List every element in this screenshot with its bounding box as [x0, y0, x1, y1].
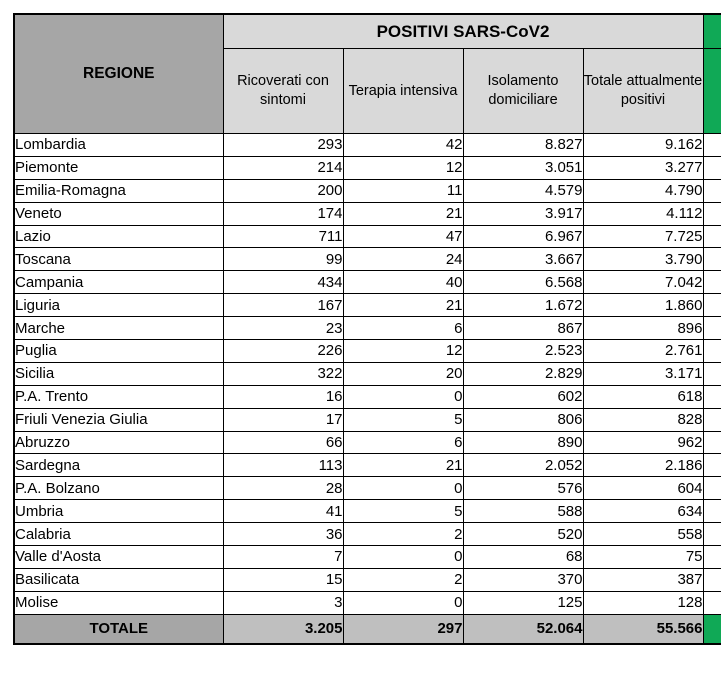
- table-row: [14, 408, 721, 431]
- value-cell: 12: [343, 156, 463, 179]
- value-cell: 322: [223, 362, 343, 385]
- table-header: [14, 14, 721, 134]
- value-cell: 15: [223, 568, 343, 591]
- region-name-cell: Friuli Venezia Giulia: [14, 408, 223, 431]
- right-edge-cell: [703, 477, 721, 500]
- value-cell: 1.672: [463, 294, 583, 317]
- value-cell: 6.568: [463, 271, 583, 294]
- table-row: [14, 385, 721, 408]
- right-edge-cell: [703, 317, 721, 340]
- region-name-cell: Lazio: [14, 225, 223, 248]
- value-cell: 896: [583, 317, 703, 340]
- right-edge-cell: [703, 454, 721, 477]
- col-header-isolamento-domiciliare: Isolamento domiciliare: [463, 49, 583, 134]
- table-body: [14, 134, 721, 615]
- value-cell: 214: [223, 156, 343, 179]
- value-cell: 28: [223, 477, 343, 500]
- value-cell: 634: [583, 500, 703, 523]
- value-cell: 3.051: [463, 156, 583, 179]
- value-cell: 867: [463, 317, 583, 340]
- region-name-cell: Molise: [14, 591, 223, 614]
- region-name-cell: Calabria: [14, 523, 223, 546]
- value-cell: 2.829: [463, 362, 583, 385]
- right-edge-cell: [703, 546, 721, 569]
- value-cell: 200: [223, 179, 343, 202]
- value-cell: 75: [583, 546, 703, 569]
- right-edge-cell: [703, 340, 721, 363]
- right-edge-cell: [703, 156, 721, 179]
- value-cell: 588: [463, 500, 583, 523]
- value-cell: 12: [343, 340, 463, 363]
- value-cell: 11: [343, 179, 463, 202]
- green-accent-total-cell: [703, 614, 721, 644]
- value-cell: 434: [223, 271, 343, 294]
- right-edge-cell: [703, 408, 721, 431]
- value-cell: 604: [583, 477, 703, 500]
- table-row: [14, 294, 721, 317]
- region-name-cell: Emilia-Romagna: [14, 179, 223, 202]
- total-terapia-cell: 297: [343, 614, 463, 644]
- value-cell: 9.162: [583, 134, 703, 157]
- table-row: [14, 317, 721, 340]
- value-cell: 3: [223, 591, 343, 614]
- total-label-cell: TOTALE: [14, 614, 223, 644]
- value-cell: 2.761: [583, 340, 703, 363]
- value-cell: 47: [343, 225, 463, 248]
- region-name-cell: Lombardia: [14, 134, 223, 157]
- positivi-sars-cov2-table: [13, 13, 721, 645]
- value-cell: 21: [343, 202, 463, 225]
- value-cell: 17: [223, 408, 343, 431]
- value-cell: 7.725: [583, 225, 703, 248]
- value-cell: 4.579: [463, 179, 583, 202]
- right-edge-cell: [703, 500, 721, 523]
- value-cell: 711: [223, 225, 343, 248]
- table-row: [14, 248, 721, 271]
- region-name-cell: Puglia: [14, 340, 223, 363]
- value-cell: 5: [343, 408, 463, 431]
- value-cell: 16: [223, 385, 343, 408]
- value-cell: 6: [343, 317, 463, 340]
- right-edge-cell: [703, 385, 721, 408]
- value-cell: 36: [223, 523, 343, 546]
- value-cell: 40: [343, 271, 463, 294]
- right-edge-cell: [703, 134, 721, 157]
- right-edge-cell: [703, 568, 721, 591]
- value-cell: 226: [223, 340, 343, 363]
- right-edge-cell: [703, 591, 721, 614]
- value-cell: 21: [343, 454, 463, 477]
- table-row: [14, 156, 721, 179]
- regione-column-header: REGIONE: [14, 14, 223, 134]
- value-cell: 113: [223, 454, 343, 477]
- right-edge-cell: [703, 362, 721, 385]
- value-cell: 0: [343, 591, 463, 614]
- value-cell: 174: [223, 202, 343, 225]
- value-cell: 2.523: [463, 340, 583, 363]
- region-name-cell: Liguria: [14, 294, 223, 317]
- total-ricoverati-cell: 3.205: [223, 614, 343, 644]
- region-name-cell: Piemonte: [14, 156, 223, 179]
- value-cell: 3.790: [583, 248, 703, 271]
- region-name-cell: P.A. Bolzano: [14, 477, 223, 500]
- col-header-ricoverati-con-sintomi: Ricoverati con sintomi: [223, 49, 343, 134]
- table-row: [14, 523, 721, 546]
- table-row: [14, 340, 721, 363]
- table-row: [14, 454, 721, 477]
- right-edge-cell: [703, 202, 721, 225]
- value-cell: 3.917: [463, 202, 583, 225]
- table-row: [14, 202, 721, 225]
- value-cell: 3.171: [583, 362, 703, 385]
- table-row: [14, 362, 721, 385]
- value-cell: 3.667: [463, 248, 583, 271]
- table-row: [14, 134, 721, 157]
- col-header-terapia-intensiva: Terapia intensiva: [343, 49, 463, 134]
- value-cell: 41: [223, 500, 343, 523]
- value-cell: 576: [463, 477, 583, 500]
- region-name-cell: Abruzzo: [14, 431, 223, 454]
- value-cell: 128: [583, 591, 703, 614]
- right-edge-cell: [703, 225, 721, 248]
- value-cell: 125: [463, 591, 583, 614]
- value-cell: 828: [583, 408, 703, 431]
- table-row: [14, 591, 721, 614]
- value-cell: 2.052: [463, 454, 583, 477]
- region-name-cell: Umbria: [14, 500, 223, 523]
- value-cell: 387: [583, 568, 703, 591]
- value-cell: 293: [223, 134, 343, 157]
- value-cell: 7: [223, 546, 343, 569]
- green-accent-header-cell: [703, 49, 721, 134]
- value-cell: 890: [463, 431, 583, 454]
- table-footer: [14, 614, 721, 644]
- value-cell: 3.277: [583, 156, 703, 179]
- region-name-cell: Sardegna: [14, 454, 223, 477]
- group-header-row: [14, 14, 721, 49]
- total-positivi-cell: 55.566: [583, 614, 703, 644]
- region-name-cell: P.A. Trento: [14, 385, 223, 408]
- region-name-cell: Veneto: [14, 202, 223, 225]
- value-cell: 99: [223, 248, 343, 271]
- value-cell: 1.860: [583, 294, 703, 317]
- value-cell: 602: [463, 385, 583, 408]
- right-edge-cell: [703, 248, 721, 271]
- value-cell: 4.112: [583, 202, 703, 225]
- table-row: [14, 179, 721, 202]
- value-cell: 962: [583, 431, 703, 454]
- value-cell: 2.186: [583, 454, 703, 477]
- value-cell: 7.042: [583, 271, 703, 294]
- region-name-cell: Toscana: [14, 248, 223, 271]
- region-name-cell: Marche: [14, 317, 223, 340]
- value-cell: 618: [583, 385, 703, 408]
- region-name-cell: Valle d'Aosta: [14, 546, 223, 569]
- table-row: [14, 431, 721, 454]
- region-name-cell: Campania: [14, 271, 223, 294]
- value-cell: 0: [343, 477, 463, 500]
- value-cell: 23: [223, 317, 343, 340]
- positivi-group-header: POSITIVI SARS-CoV2: [223, 14, 703, 49]
- right-edge-cell: [703, 179, 721, 202]
- total-row: [14, 614, 721, 644]
- value-cell: 520: [463, 523, 583, 546]
- table-row: [14, 271, 721, 294]
- value-cell: 42: [343, 134, 463, 157]
- value-cell: 20: [343, 362, 463, 385]
- total-isolamento-cell: 52.064: [463, 614, 583, 644]
- value-cell: 8.827: [463, 134, 583, 157]
- region-name-cell: Sicilia: [14, 362, 223, 385]
- right-edge-cell: [703, 294, 721, 317]
- value-cell: 4.790: [583, 179, 703, 202]
- value-cell: 2: [343, 523, 463, 546]
- value-cell: 2: [343, 568, 463, 591]
- value-cell: 68: [463, 546, 583, 569]
- value-cell: 558: [583, 523, 703, 546]
- value-cell: 5: [343, 500, 463, 523]
- value-cell: 370: [463, 568, 583, 591]
- region-name-cell: Basilicata: [14, 568, 223, 591]
- table-row: [14, 500, 721, 523]
- value-cell: 66: [223, 431, 343, 454]
- value-cell: 6.967: [463, 225, 583, 248]
- right-edge-cell: [703, 431, 721, 454]
- green-accent-header-cell: [703, 14, 721, 49]
- right-edge-cell: [703, 271, 721, 294]
- right-edge-cell: [703, 523, 721, 546]
- table-row: [14, 568, 721, 591]
- value-cell: 0: [343, 385, 463, 408]
- value-cell: 6: [343, 431, 463, 454]
- table-row: [14, 477, 721, 500]
- table-row: [14, 546, 721, 569]
- table-row: [14, 225, 721, 248]
- value-cell: 24: [343, 248, 463, 271]
- value-cell: 806: [463, 408, 583, 431]
- value-cell: 0: [343, 546, 463, 569]
- value-cell: 21: [343, 294, 463, 317]
- value-cell: 167: [223, 294, 343, 317]
- col-header-totale-attualmente-positivi: Totale attualmente positivi: [583, 49, 703, 134]
